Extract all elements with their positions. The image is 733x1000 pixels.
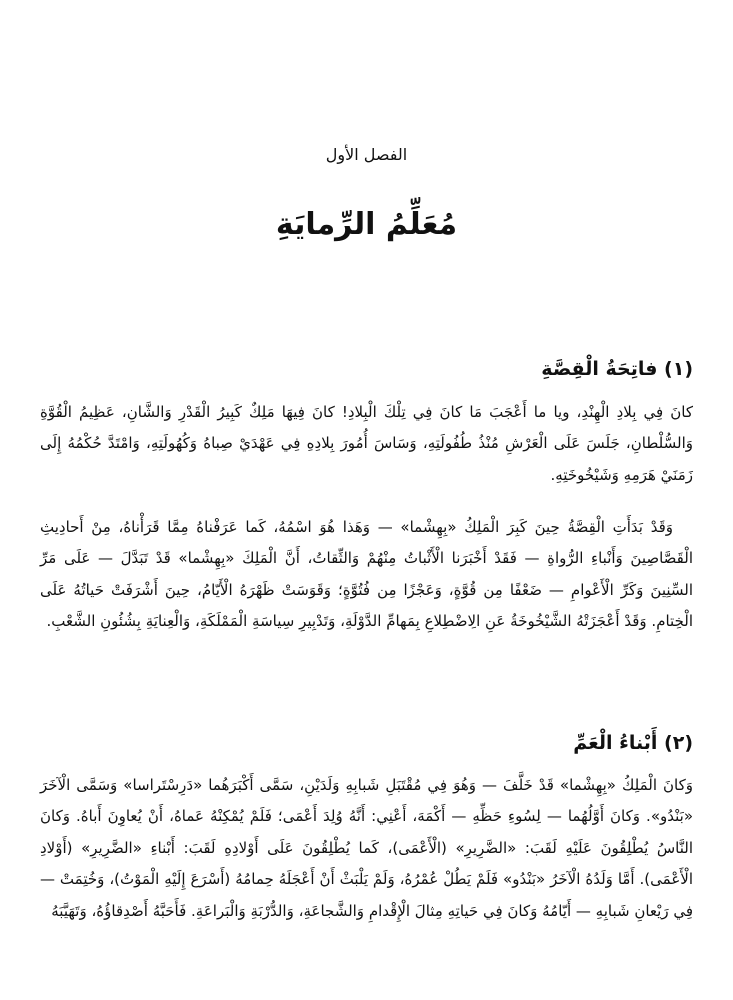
- paragraph-cousins-1: وَكانَ الْمَلِكُ «بِهِشْما» قَدْ خَلَّفَ — وَهُوَ فِي مُقْتَبَلِ شَبابِهِ وَلَدَيْنِ، سَمَّى أَكْبَرَهُما «دَرِسْتَراسا» وَسَمَّى الْآخَرَ «بَنْدُو». وَكانَ أَوَّلُهُما — لِسُوءِ حَظِّهِ — أَكْمَهَ، أَعْنِي: أَنَّهُ وُلِدَ أَعْمَى؛ فَلَمْ يُمْكِنْهُ عَماهُ، أَنْ يُعاوِنَ أَباهُ. وَكانَ النَّاسُ يُطْلِقُونَ عَلَيْهِ لَقَبَ: «الضَّرِيرِ» (الْأَعْمَى)، كَما يُطْلِقُونَ عَلَى أَوْلادِهِ لَقَبَ: أَبْناءِ «الضَّرِيرِ» (أَوْلادِ الْأَعْمَى). أَمَّا وَلَدُهُ الْآخَرُ «بَنْدُو» فَلَمْ يَطُلْ عُمْرُهُ، وَلَمْ يَلْبَثْ أَنْ أَعْجَلَهُ حِمامُهُ (أَسْرَعَ إِلَيْهِ الْمَوْتُ)، وَخُتِمَتْ — فِي رَيْعانِ شَبابِهِ — أَيّامُهُ وَكانَ فِي حَياتِهِ مِثالَ الْإِقْدامِ وَالشَّجاعَةِ، وَالدُّرْبَةِ وَالْبَراعَةِ. فَأَحَبَّهُ أَصْدِقاؤُهُ، وَتَهَيَّبَهُ: [40, 776, 693, 920]
- section-heading-opening: (١) فاتِحَةُ الْقِصَّةِ: [541, 358, 693, 380]
- chapter-label: الفصل الأول: [325, 145, 408, 164]
- chapter-title: مُعَلِّمُ الرِّمايَةِ: [275, 207, 458, 242]
- paragraph-opening-2: وَقَدْ بَدَأَتِ الْقِصَّةُ حِينَ كَبِرَ الْمَلِكُ «بِهِشْما» — وَهَذا هُوَ اسْمُهُ، كَما عَرَفْناهُ مِمَّا قَرَأْناهُ، مِنْ أَحادِيثِ الْقَصَّاصِينَ وَأَنْباءِ الرُّواةِ — فَقَدْ أَخْبَرَنا الْأَثْباتُ مِنْهُمْ وَالثِّقاتُ، أَنَّ الْمَلِكَ «بِهِشْما» قَدْ تَبَدَّلَ — عَلَى مَرِّ السِّنِينَ وَكَرِّ الْأَعْوامِ — ضَعْفًا مِن قُوَّةٍ، وَعَجْزًا مِن فُتُوَّةٍ؛ وَقَوَسَتْ ظَهْرَهُ الْأَيّامُ، حِينَ أَشْرَفَتْ حَياتُهُ عَلَى الْخِتامِ. وَقَدْ أَعْجَزَتْهُ الشَّيْخُوخَةُ عَنِ الِاضْطِلاعِ بِمَهامِّ الدَّوْلَةِ، وَتَدْبِيرِ سِياسَةِ الْمَمْلَكَةِ، وَالْعِنايَةِ بِشُئُونِ الشَّعْبِ.: [40, 518, 693, 631]
- paragraph-opening-1: كانَ فِي بِلادِ الْهِنْدِ، ويا ما أَعْجَبَ مَا كانَ فِي تِلْكَ الْبِلادِ! كانَ فِيهَا مَلِكٌ كَبِيرُ الْقَدْرِ وَالشَّانِ، عَظِيمُ الْقُوَّةِ وَالسُّلْطانِ، جَلَسَ عَلَى الْعَرْشِ مُنْذُ طُفُولَتِهِ، وَسَاسَ أُمُورَ بِلادِهِ فِي عَهْدَيْ صِباهُ وَكُهُولَتِهِ، وَامْتَدَّ حُكْمُهُ إِلَى زَمَنَيْ هَرَمِهِ وَشَيْخُوخَتِهِ.: [40, 403, 693, 484]
- section-heading-cousins: (٢) أَبْناءُ الْعَمِّ: [573, 732, 693, 754]
